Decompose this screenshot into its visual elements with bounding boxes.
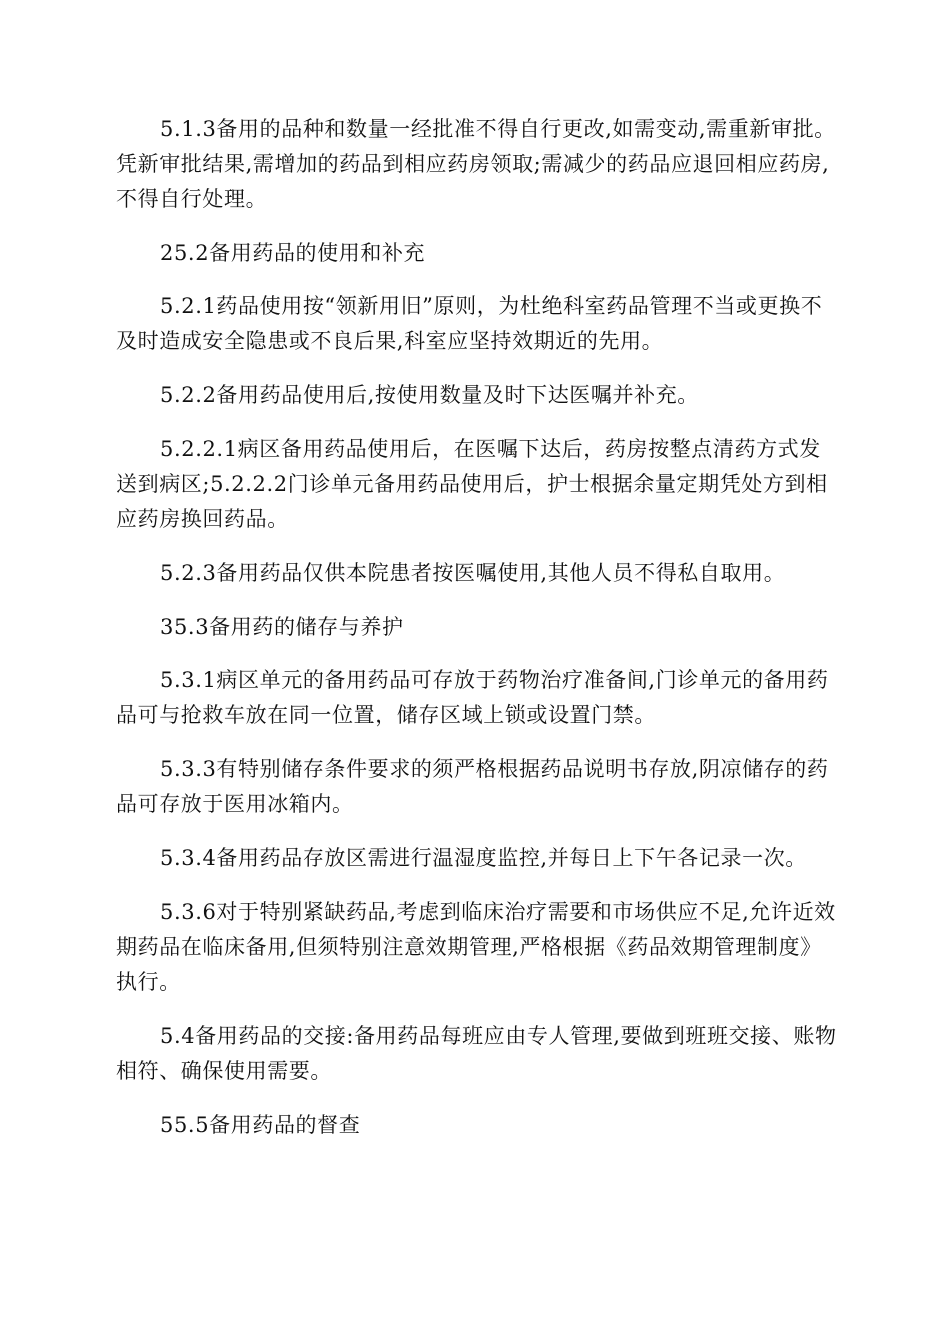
document-body — [116, 112, 838, 1161]
paragraph-5-2-2-1: 5.2.2.1病区备用药品使用后，在医嘱下达后，药房按整点清药方式发送到病区;5.2.2.2门诊单元备用药品使用后，护士根据余量定期凭处方到相应药房换回药品。 — [116, 437, 828, 531]
paragraph-5-2-3: 5.2.3备用药品仅供本院患者按医嘱使用,其他人员不得私自取用。 — [160, 561, 786, 585]
paragraph-5-1-3: 5.1.3备用的品种和数量一经批准不得自行更改,如需变动,需重新审批。凭新审批结果,需增加的药品到相应药房领取;需减少的药品应退回相应药房,不得自行处理。 — [116, 117, 836, 211]
paragraph-5-4: 5.4备用药品的交接:备用药品每班应由专人管理,要做到班班交接、账物相符、确保使用需要。 — [116, 1024, 837, 1083]
paragraph-5-2-2: 5.2.2备用药品使用后,按使用数量及时下达医嘱并补充。 — [160, 383, 699, 407]
paragraph-5-3-3: 5.3.3有特别储存条件要求的须严格根据药品说明书存放,阴凉储存的药品可存放于医用冰箱内。 — [116, 757, 829, 816]
paragraph-5-3-1: 5.3.1病区单元的备用药品可存放于药物治疗准备间,门诊单元的备用药品可与抢救车放在同一位置，储存区域上锁或设置门禁。 — [116, 668, 829, 727]
section-heading-5-5: 55.5备用药品的督查 — [160, 1113, 361, 1137]
paragraph-5-2-1: 5.2.1药品使用按“领新用旧”原则，为杜绝科室药品管理不当或更换不及时造成安全隐患或不良后果,科室应坚持效期近的先用。 — [116, 294, 823, 353]
paragraph-5-3-4: 5.3.4备用药品存放区需进行温湿度监控,并每日上下午各记录一次。 — [160, 846, 807, 870]
section-heading-5-3: 35.3备用药的储存与养护 — [160, 615, 404, 639]
paragraph-5-3-6: 5.3.6对于特别紧缺药品,考虑到临床治疗需要和市场供应不足,允许近效期药品在临床备用,但须特别注意效期管理,严格根据《药品效期管理制度》执行。 — [116, 900, 836, 994]
section-heading-5-2: 25.2备用药品的使用和补充 — [160, 241, 426, 265]
